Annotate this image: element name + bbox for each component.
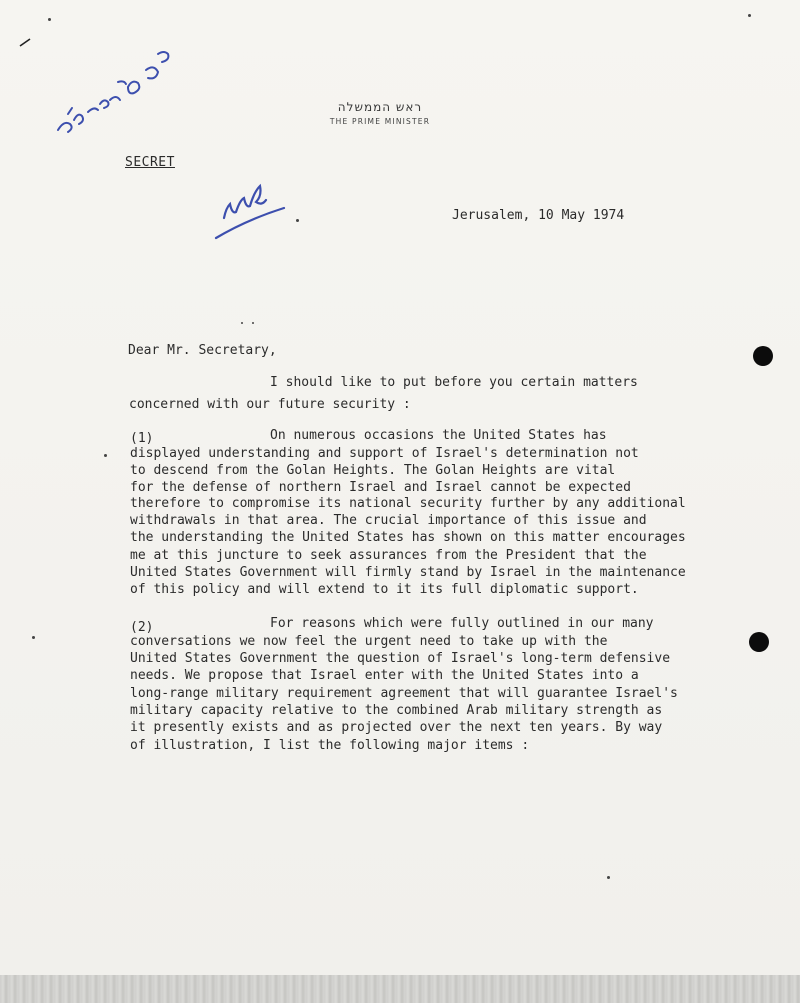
- letterhead-hebrew: ראש הממשלה: [337, 100, 423, 114]
- punch-hole-top: [753, 346, 773, 366]
- scan-speck: [48, 18, 51, 21]
- letterhead-title: THE PRIME MINISTER: [329, 117, 431, 126]
- classification-label: SECRET: [125, 155, 175, 170]
- para1-line: me at this juncture to seek assurances from the President that the: [130, 548, 647, 563]
- para1-line: the understanding the United States has shown on this matter encourages: [130, 530, 686, 545]
- salutation: Dear Mr. Secretary,: [128, 343, 277, 358]
- letter-date: Jerusalem, 10 May 1974: [452, 208, 625, 223]
- scan-speck: [748, 14, 751, 17]
- scan-speck: [252, 322, 254, 324]
- para1-line: withdrawals in that area. The crucial importance of this issue and: [130, 513, 647, 528]
- para2-line: conversations we now feel the urgent need to take up with the: [130, 634, 608, 649]
- para1-line: to descend from the Golan Heights. The Golan Heights are vital: [130, 463, 616, 478]
- intro-line: concerned with our future security :: [129, 397, 411, 412]
- scan-speck: [32, 636, 35, 639]
- scan-speck: [296, 219, 299, 222]
- para1-line: United States Government will firmly stand by Israel in the maintenance: [130, 565, 686, 580]
- para1-number: (1): [130, 431, 154, 446]
- para1-line: for the defense of northern Israel and Israel cannot be expected: [130, 480, 631, 495]
- para1-line: displayed understanding and support of Israel's determination not: [130, 446, 639, 461]
- para1-line: of this policy and will extend to it its full diplomatic support.: [130, 582, 639, 597]
- punch-hole-bottom: [749, 632, 769, 652]
- letterhead: [300, 100, 460, 126]
- scan-speck: [241, 322, 243, 324]
- para2-line: military capacity relative to the combined Arab military strength as: [130, 703, 663, 718]
- intro-line: I should like to put before you certain matters: [270, 375, 638, 390]
- para2-line: it presently exists and as projected over the next ten years. By way: [130, 720, 663, 735]
- para1-line: therefore to compromise its national security further by any additional: [130, 496, 686, 511]
- scan-edge-strip: [0, 975, 800, 1003]
- para2-line: long-range military requirement agreement that will guarantee Israel's: [130, 686, 678, 701]
- para2-line: of illustration, I list the following major items :: [130, 738, 530, 753]
- para1-line: On numerous occasions the United States has: [270, 428, 607, 443]
- handwritten-note-top-left: [48, 42, 178, 137]
- para2-line: United States Government the question of Israel's long-term defensive: [130, 651, 671, 666]
- para2-line: needs. We propose that Israel enter with the United States into a: [130, 668, 639, 683]
- scan-speck: [104, 454, 107, 457]
- para2-line: For reasons which were fully outlined in our many: [270, 616, 654, 631]
- para2-number: (2): [130, 620, 154, 635]
- handwritten-initials: [210, 180, 290, 242]
- pen-mark-top-left: [18, 36, 34, 48]
- scan-speck: [607, 876, 610, 879]
